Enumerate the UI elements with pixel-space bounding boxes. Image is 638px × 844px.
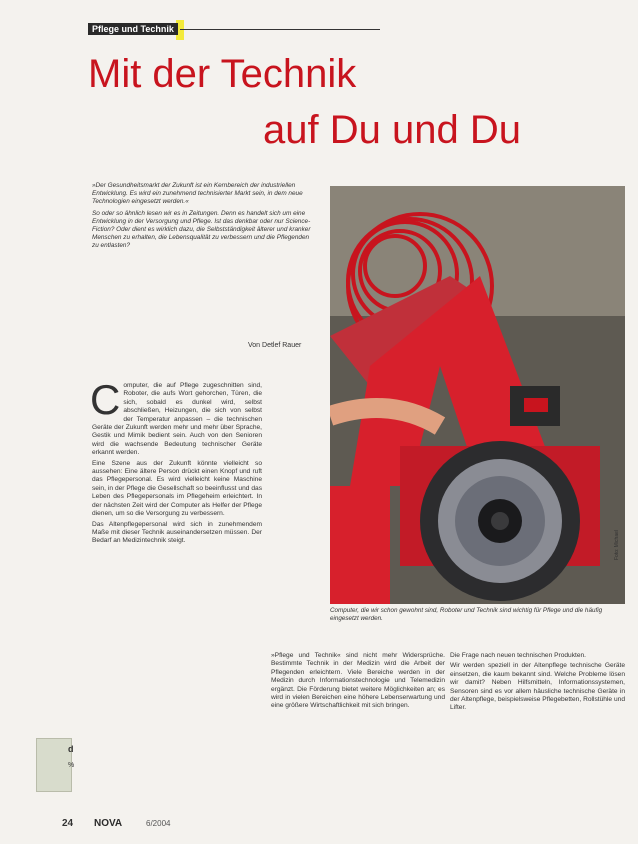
side-thumbnail: [36, 738, 75, 792]
body-paragraph: Das Altenpflegepersonal wird sich in zunehmendem Maße mit dieser Technik auseinandersetzen müssen. Der Bedarf an Medizintechnik steigt.: [92, 520, 262, 545]
issue-label: 6/2004: [146, 819, 171, 828]
header-rule: [180, 29, 380, 30]
intro-paragraph: »Der Gesundheitsmarkt der Zukunft ist ein Kernbereich der industriellen Entwicklung. Es wird ein zunehmend technisierter Markt sein, in dem neue Technologien eingesetzt werden.«: [92, 182, 303, 206]
byline: Von Detlef Rauer: [248, 342, 302, 349]
body-paragraph: Computer, die auf Pflege zugeschnitten sind, Roboter, die aufs Wort gehorchen, Türen, die sich, sobald es dunkel wird, selbst abschließen, Heizungen, die sich von selbst der Temperatur anpassen – die technischen Geräte der Zukunft werden mehr und mehr über Sprache, Gestik und Mimik bedient sein. Auch von den Senioren wird die wachsende Bedeutung technischer Geräte erkannt werden.: [90, 376, 262, 457]
intro-text: [92, 182, 317, 254]
body-paragraph: »Pflege und Technik« sind nicht mehr Widersprüche. Bestimmte Technik in der Medizin wird die Arbeit der Pflegenden erleichtern. Viele Bereiche werden in der Medizin durch Informationstechnologie und Telemedizin ergänzt. Die Förderung bietet weitere Möglichkeiten an; es wird in vielen Bereichen eine höhere Lebenserwartung und eine größere Wirtschaftlichkeit mit sich bringen.: [271, 652, 445, 710]
body-column-2: [271, 652, 445, 713]
body-paragraph: Wir werden speziell in der Altenpflege technische Geräte einsetzen, die kaum bekannt sind. Welche Probleme lösen wir damit? Neben Hilfsmitteln, Informationssystemen, Sensoren sind es vor allem häusliche technische Geräte in der Altenpflege, beispielsweise Pflegebetten, Rollstühle und Lifter.: [450, 662, 625, 712]
dropcap: C: [90, 376, 121, 423]
photo-robot-speaker: [330, 186, 625, 604]
section-tag: Pflege und Technik: [88, 23, 178, 35]
body-paragraph: Die Frage nach neuen technischen Produkten.: [450, 652, 586, 659]
body-column-1: [90, 376, 262, 548]
body-column-3: [450, 652, 625, 715]
magazine-name: NOVA: [94, 818, 123, 829]
side-thumbnail-letter: d: [68, 744, 74, 754]
page-number: 24: [62, 818, 74, 829]
photo-caption: Computer, die wir schon gewohnt sind, Roboter und Technik sind wichtig für Pflege und die häufig eingesetzt werden.: [330, 607, 603, 622]
body-paragraph: Eine Szene aus der Zukunft könnte vielleicht so aussehen: Eine ältere Person drückt einen Knopf und ruft das Pflegepersonal. Es wird vielleicht keine Maschine sein, in der Pflege die Gesellschaft so beeinflusst und das Leben des Pflegepersonals im Pflegeheim erleichtert. In der nächsten Zeit wird der Computer als Helfer der Pflege dienen, um so die Versorgung zu verbessern.: [92, 459, 262, 518]
photo-credit: Foto: Michael: [614, 529, 620, 560]
side-thumbnail-mark: %: [68, 762, 75, 769]
title-line-2: auf Du und Du: [263, 108, 521, 152]
title-line-1: Mit der Technik: [88, 52, 357, 96]
article-photo: [330, 186, 625, 604]
intro-paragraph: So oder so ähnlich lesen wir es in Zeitungen. Denn es handelt sich um eine Entwicklung in der Versorgung und Pflege. Ist das denkbar oder nur Science-Fiction? Oder dient es wirklich dazu, die Selbstständigkeit älterer und kranker Menschen zu erhalten, die Lebensqualität zu verbessern und die Pflegenden zu entlasten?: [92, 209, 311, 250]
